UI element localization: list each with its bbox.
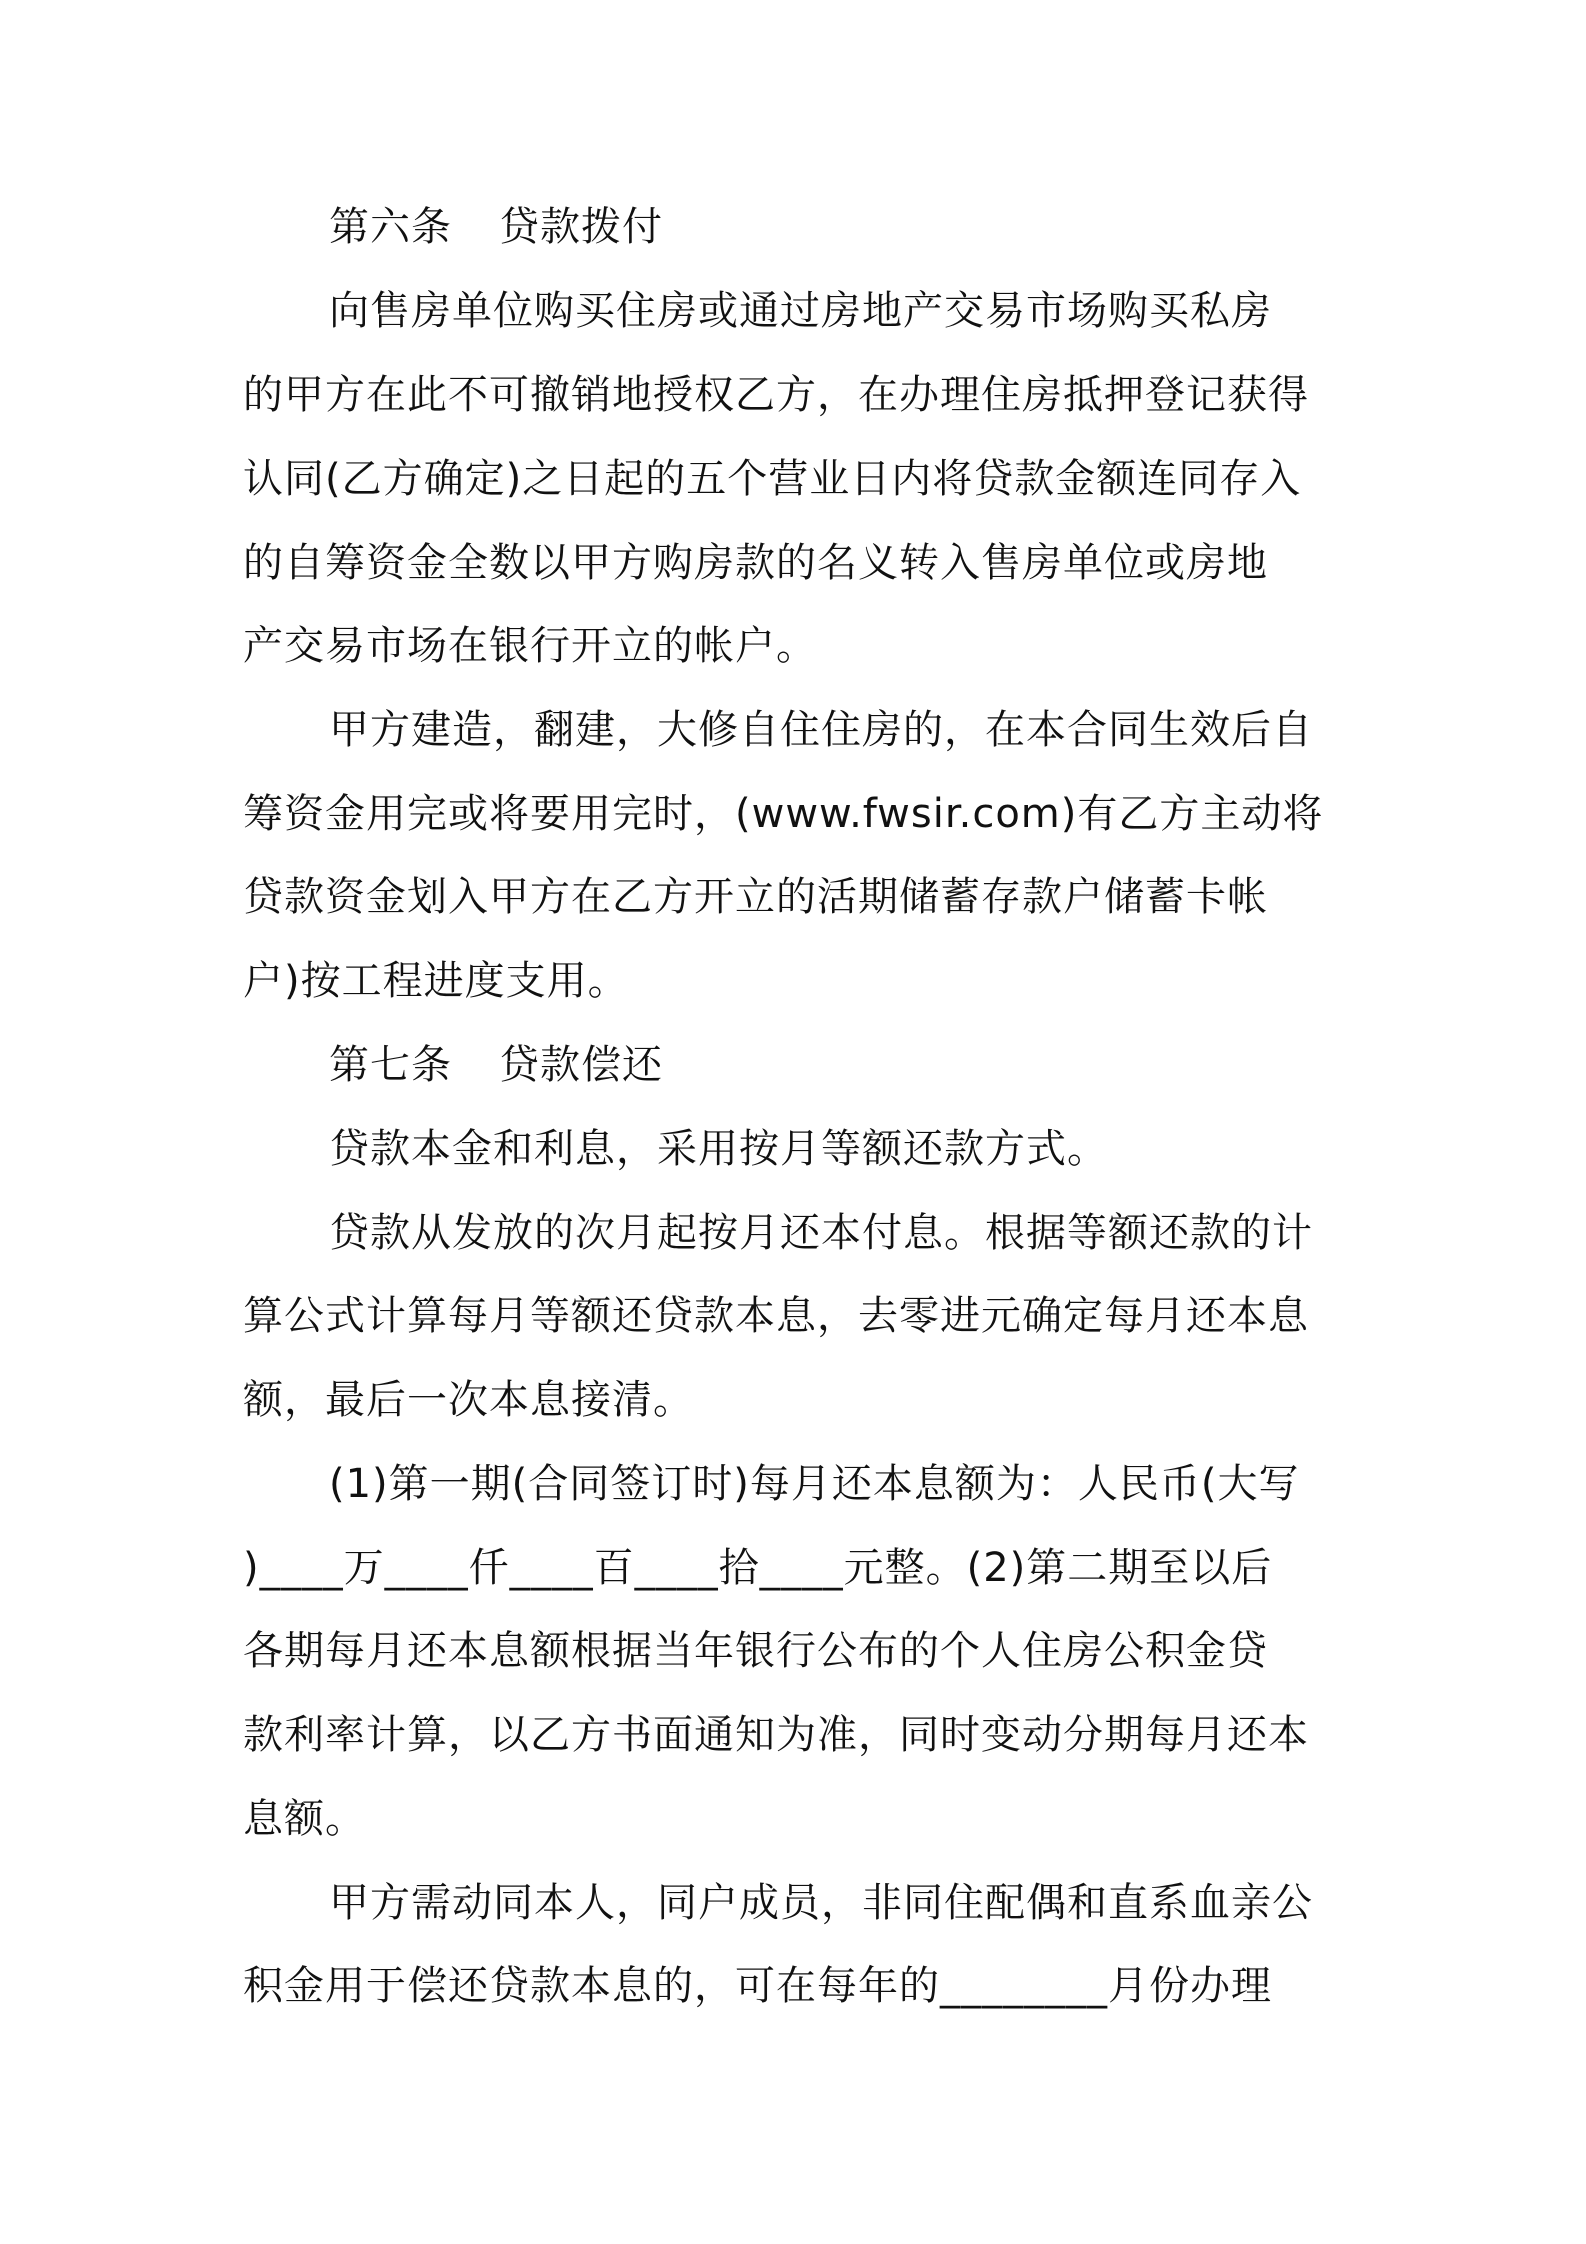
article-6-title: 贷款拨付 xyxy=(499,204,663,250)
paragraph-line: 额，最后一次本息接清。 xyxy=(243,1377,694,1423)
paragraph-line: 积金用于偿还贷款本息的，可在每年的________月份办理 xyxy=(243,1963,1272,2009)
paragraph-line: 款利率计算，以乙方书面通知为准，同时变动分期每月还本 xyxy=(243,1712,1309,1758)
article-7-heading xyxy=(329,1037,663,1093)
paragraph-line: 贷款从发放的次月起按月还本付息。根据等额还款的计 xyxy=(329,1210,1313,1256)
paragraph-line: 息额。 xyxy=(243,1796,366,1842)
paragraph-line: 甲方需动同本人，同户成员，非同住配偶和直系血亲公 xyxy=(329,1880,1313,1926)
paragraph-line: 认同(乙方确定)之日起的五个营业日内将贷款金额连同存入 xyxy=(243,456,1302,502)
paragraph-line: 算公式计算每月等额还贷款本息，去零进元确定每月还本息 xyxy=(243,1293,1309,1339)
article-7-number: 第七条 xyxy=(329,1042,452,1088)
article-7-title: 贷款偿还 xyxy=(499,1042,663,1088)
paragraph-line: 向售房单位购买住房或通过房地产交易市场购买私房 xyxy=(329,288,1272,334)
paragraph-line: 各期每月还本息额根据当年银行公布的个人住房公积金贷 xyxy=(243,1628,1268,1674)
paragraph-line: 贷款资金划入甲方在乙方开立的活期储蓄存款户储蓄卡帐 xyxy=(243,874,1268,920)
paragraph-line: 户)按工程进度支用。 xyxy=(243,958,629,1004)
paragraph-line: 贷款本金和利息，采用按月等额还款方式。 xyxy=(329,1126,1108,1172)
article-6-heading xyxy=(329,199,663,255)
paragraph-line: 产交易市场在银行开立的帐户。 xyxy=(243,623,817,669)
article-6-number: 第六条 xyxy=(329,204,452,250)
paragraph-line: 甲方建造，翻建，大修自住住房的，在本合同生效后自 xyxy=(329,707,1313,753)
paragraph-line: (1)第一期(合同签订时)每月还本息额为：人民币(大写 xyxy=(329,1461,1300,1507)
paragraph-line: )____万____仟____百____拾____元整。(2)第二期至以后 xyxy=(243,1545,1273,1591)
paragraph-line: 的自筹资金全数以甲方购房款的名义转入售房单位或房地 xyxy=(243,540,1268,586)
paragraph-line: 的甲方在此不可撤销地授权乙方，在办理住房抵押登记获得 xyxy=(243,372,1309,418)
paragraph-line: 筹资金用完或将要用完时，(www.fwsir.com)有乙方主动将 xyxy=(243,791,1324,837)
